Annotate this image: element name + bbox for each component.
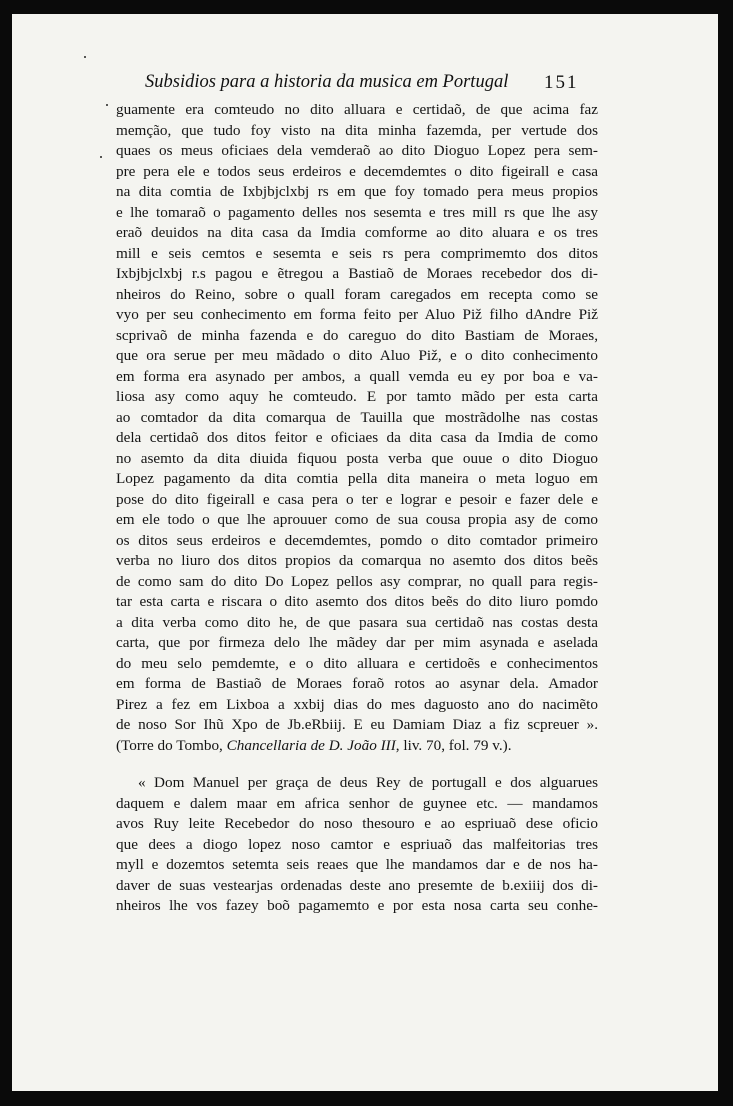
citation-source: Chancellaria de D. João III	[226, 736, 396, 754]
text-line: que dees a diogo lopez noso camtor e espriuaõ das malfeitorias tres	[116, 835, 598, 853]
text-line: nheiros lhe vos fazey boõ pagamemto e por esta nosa carta seu conhe-	[116, 897, 598, 914]
citation-suffix: , liv. 70, fol. 79 v.).	[395, 736, 512, 754]
scan-speck	[106, 104, 108, 106]
text-line: nheiros do Reino, sobre o quall foram caregados em recepta como se	[116, 285, 598, 303]
text-line: e lhe tomaraõ o pagamento delles nos sesemta e tres mill rs que lhe asy	[116, 203, 598, 221]
text-line: Ixbjbjclxbj r.s pagou e ẽtregou a Bastiaõ de Moraes recebedor dos di-	[116, 265, 598, 282]
body-text	[116, 100, 598, 917]
scan-speck	[84, 56, 86, 58]
paragraph-gap	[116, 756, 598, 773]
text-line: pose do dito figeirall e casa pera o ter e lograr e pesoir e fazer dele e	[116, 490, 598, 508]
text-line: Pirez a fez em Lixboa a xxbij dias do mes daguosto ano do nacimẽto	[116, 695, 598, 713]
text-line: myll e dozemtos setemta seis reaes que lhe mandamos dar e de nos ha-	[116, 856, 598, 873]
text-line: do meu selo pemdemte, e o dito alluara e certidoẽs e conhecimentos	[116, 654, 598, 672]
text-line: de como sam do dito Do Lopez pellos asy comprar, no quall para regis-	[116, 572, 598, 590]
text-line: em forma era asynado per ambos, a quall vemda eu ey por boa e va-	[116, 367, 598, 385]
scanned-page	[12, 14, 718, 1091]
scan-speck	[100, 156, 102, 158]
text-line: scprivaõ de minha fazenda e do careguo do dito Bastiam de Moraes,	[116, 326, 598, 344]
text-line: daquem e dalem maar em africa senhor de guynee etc. — mandamos	[116, 794, 598, 812]
text-line: memção, que tudo foy visto na dita minha fazemda, per vertude dos	[116, 121, 598, 139]
text-line: Lopez pagamento da dita comtia pella dita maneira o meta loguo em	[116, 470, 598, 487]
text-line: daver de suas vestearjas ordenadas deste ano presemte de b.exiiij dos di-	[116, 876, 598, 894]
text-line: « Dom Manuel per graça de deus Rey de portugall e dos alguarues	[138, 774, 598, 791]
text-line: eraõ deuidos na dita casa da Imdia comforme ao dito aluara e os tres	[116, 224, 598, 241]
text-line: no asemto da dita diuida fiquou posta verba que ouue o dito Dioguo	[116, 449, 598, 467]
text-line: dela certidaõ dos ditos feitor e oficiaes da dita casa da Imdia de como	[116, 429, 598, 446]
page-header	[12, 72, 718, 98]
text-line: tar esta carta e riscara o dito asemto dos ditos beẽs do dito liuro pomdo	[116, 593, 598, 610]
citation-prefix: (Torre do Tombo,	[116, 736, 227, 754]
text-line: os ditos seus erdeiros e decemdemtes, pomdo o dito comtador primeiro	[116, 531, 598, 549]
text-line: ao comtador da dita comarqua de Tauilla que mostrãdolhe nas costas	[116, 408, 598, 426]
text-line: liosa asy como aquy he comteudo. E por tamto mãdo per esta carta	[116, 388, 598, 405]
text-line: carta, que por firmeza delo lhe mãdey dar per mim asynada e aselada	[116, 634, 598, 651]
text-line: que ora serue per meu mãdado o dito Aluo Piž, e o dito conhecimento	[116, 347, 598, 364]
text-line: pre pera ele e todos seus erdeiros e decemdemtes o dito figeirall e casa	[116, 162, 598, 180]
text-line: na dita comtia de Ixbjbjclxbj rs em que foy tomado pera meus propios	[116, 183, 598, 200]
text-line: vyo per seu conhecimento em forma feito per Aluo Piž filho dAndre Piž	[116, 306, 598, 323]
text-line: verba no liuro dos ditos propios da comarqua no asemto dos ditos beẽs	[116, 552, 598, 569]
text-line: guamente era comteudo no dito alluara e certidaõ, de que acima faz	[116, 101, 598, 118]
text-line: de noso Sor Ihũ Xpo de Jb.eRbiij. E eu Damiam Diaz a fiz scpreuer ».	[116, 716, 598, 733]
page-number: 151	[544, 72, 579, 93]
paragraph-1	[116, 100, 598, 736]
text-line: quaes os meus oficiaes dela vemderaõ ao dito Dioguo Lopez pera sem-	[116, 142, 598, 159]
text-line: a dita verba como dito he, de que pasara sua certidaõ nas costas desta	[116, 613, 598, 631]
text-line: avos Ruy leite Recebedor do noso thesouro e ao espriuaõ dese oficio	[116, 815, 598, 832]
text-line: mill e seis cemtos e sesemta e seis rs pera comprimemto dos ditos	[116, 244, 598, 262]
running-title: Subsidios para a historia da musica em Portugal	[145, 72, 509, 92]
text-line: em forma de Bastiaõ de Moraes foraõ rotos ao asynar dela. Amador	[116, 675, 598, 692]
paragraph-2	[116, 773, 598, 917]
citation-line	[116, 736, 598, 757]
text-line: em ele todo o que lhe aprouuer como de sua cousa propia asy de como	[116, 511, 598, 528]
